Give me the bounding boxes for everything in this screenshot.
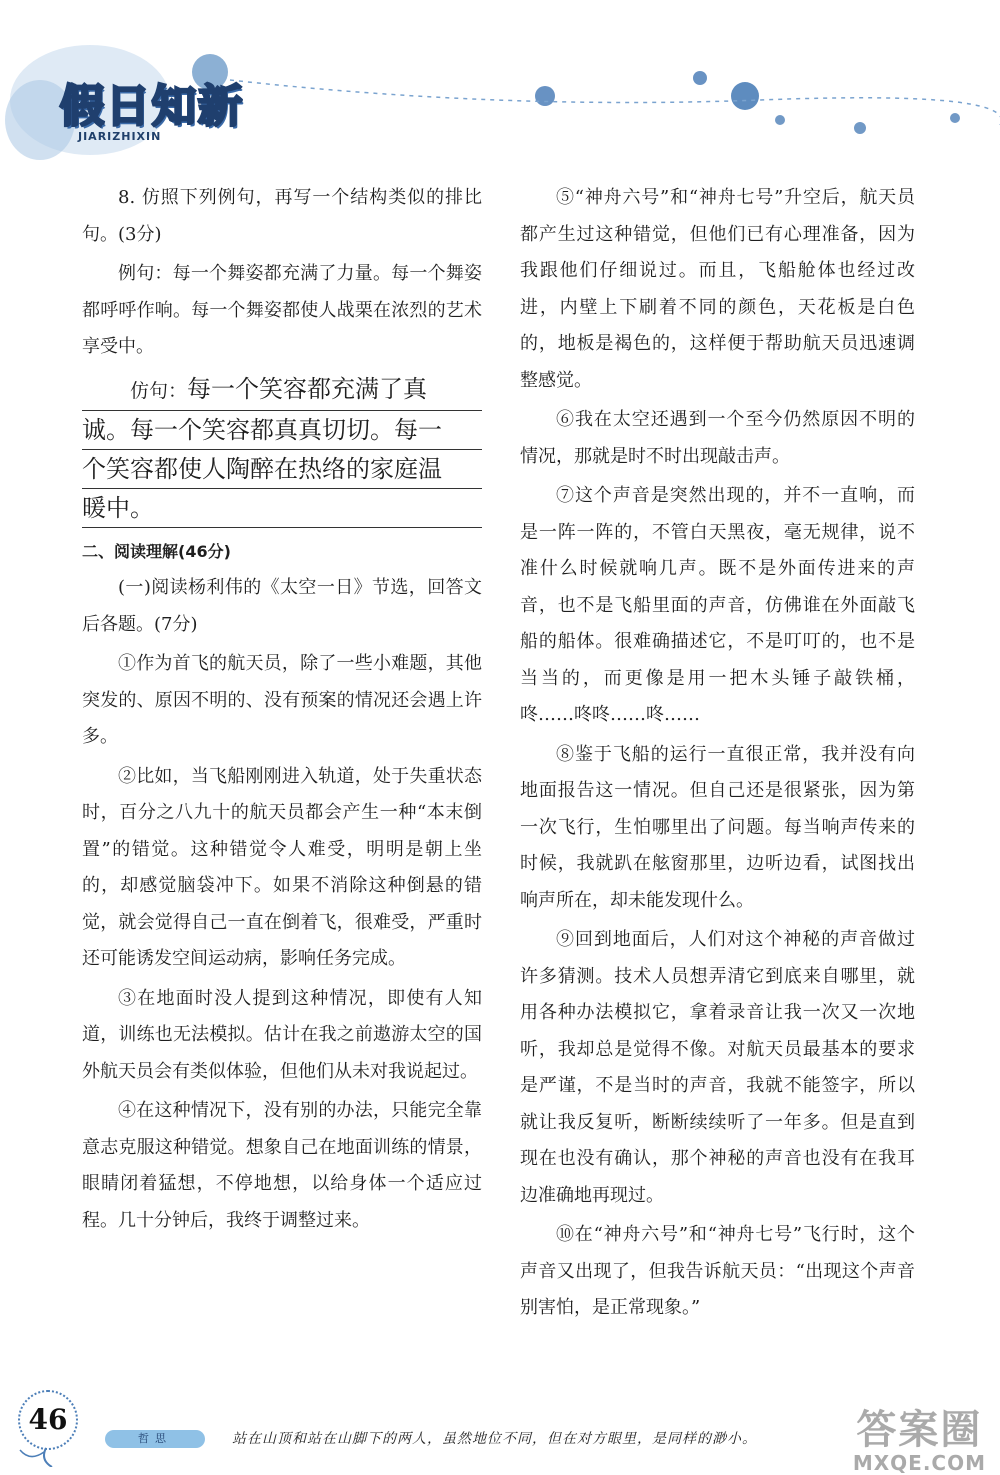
page-footer (0, 1390, 1000, 1475)
paragraph-6: ⑥我在太空还遇到一个至今仍然原因不明的情况，那就是时不时出现敲击声。 (520, 409, 915, 467)
left-column (82, 180, 482, 1239)
paragraph-1: ①作为首飞的航天员，除了一些小难题，其他突发的、原因不明的、没有预案的情况还会遇上许多。 (82, 653, 482, 747)
section-title: 二、阅读理解(46分) (82, 541, 231, 561)
page-header (0, 0, 1000, 170)
logo-subtitle: JIARIZHIXIN (78, 130, 162, 143)
answer-line-3: 个笑容都使人陶醉在热络的家庭温 (82, 450, 482, 489)
footer-label: 哲思 (105, 1430, 205, 1448)
reading-intro: (一)阅读杨利伟的《太空一日》节选，回答文后各题。(7分) (82, 577, 482, 635)
paragraph-9: ⑨回到地面后，人们对这个神秘的声音做过许多猜测。技术人员想弄清它到底来自哪里，就用各种办法模拟它，拿着录音让我一次又一次地听，我却总是觉得不像。对航天员最基本的要求是严谨，不是当时的声音，我就不能签字，所以就让我反复听，断断续续听了一年多。但是直到现在也没有确认，那个神秘的声音也没有在我耳边准确地再现过。 (520, 929, 915, 1206)
question-8-example: 例句：每一个舞姿都充满了力量。每一个舞姿都呼呼作响。每一个舞姿都使人战栗在浓烈的艺术享受中。 (82, 263, 482, 357)
answer-line-4: 暖中。 (82, 489, 482, 528)
paragraph-8: ⑧鉴于飞船的运行一直很正常，我并没有向地面报告这一情况。但自己还是很紧张，因为第一次飞行，生怕哪里出了问题。每当响声传来的时候，我就趴在舷窗那里，边听边看，试图找出响声所在，却未能发现什么。 (520, 743, 915, 911)
question-8-answer (82, 370, 482, 528)
right-column (520, 180, 915, 1327)
watermark (853, 1398, 986, 1475)
answer-line-2: 诚。每一个笑容都真真切切。每一 (82, 411, 482, 450)
paragraph-10: ⑩在“神舟六号”和“神舟七号”飞行时，这个声音又出现了，但我告诉航天员：“出现这个声音别害怕，是正常现象。” (520, 1224, 915, 1318)
page-number: 46 (18, 1390, 78, 1450)
watermark-url: MXQE.COM (852, 1451, 986, 1475)
answer-line-1: 每一个笑容都充满了真 (187, 374, 428, 403)
watermark-title: 答案圈 (856, 1407, 983, 1453)
paragraph-5: ⑤“神舟六号”和“神舟七号”升空后，航天员都产生过这种错觉，但他们已有心理准备，因为我跟他们仔细说过。而且，飞船舱体也经过改进，内壁上下刷着不同的颜色，天花板是白色的，地板是褐色的，这样便于帮助航天员迅速调整感觉。 (520, 187, 915, 391)
paragraph-2: ②比如，当飞船刚刚进入轨道，处于失重状态时，百分之八九十的航天员都会产生一种“本末倒置”的错觉。这种错觉令人难受，明明是朝上坐的，却感觉脑袋冲下。如果不消除这种倒悬的错觉，就会觉得自己一直在倒着飞，很难受，严重时还可能诱发空间运动病，影响任务完成。 (82, 765, 482, 969)
question-8-prompt: 8. 仿照下列例句，再写一个结构类似的排比句。(3分) (82, 187, 482, 245)
answer-label: 仿句： (130, 379, 188, 402)
brand-logo (60, 70, 244, 143)
footer-quote: 站在山顶和站在山脚下的两人，虽然地位不同，但在对方眼里，是同样的渺小。 (232, 1431, 757, 1447)
paragraph-3: ③在地面时没人提到这种情况，即使有人知道，训练也无法模拟。估计在我之前遨游太空的国外航天员会有类似体验，但他们从未对我说起过。 (82, 987, 482, 1082)
logo-title: 假日知新 (60, 81, 244, 132)
paragraph-4: ④在这种情况下，没有别的办法，只能完全靠意志克服这种错觉。想象自己在地面训练的情景，眼睛闭着猛想，不停地想，以给身体一个适应过程。几十分钟后，我终于调整过来。 (82, 1100, 482, 1231)
paragraph-7: ⑦这个声音是突然出现的，并不一直响，而是一阵一阵的，不管白天黑夜，毫无规律，说不准什么时候就响几声。既不是外面传进来的声音，也不是飞船里面的声音，仿佛谁在外面敲飞船的船体。很难确描述它，不是叮叮的，也不是当当的，而更像是用一把木头锤子敲铁桶，咚……咚咚……咚…… (520, 485, 915, 725)
